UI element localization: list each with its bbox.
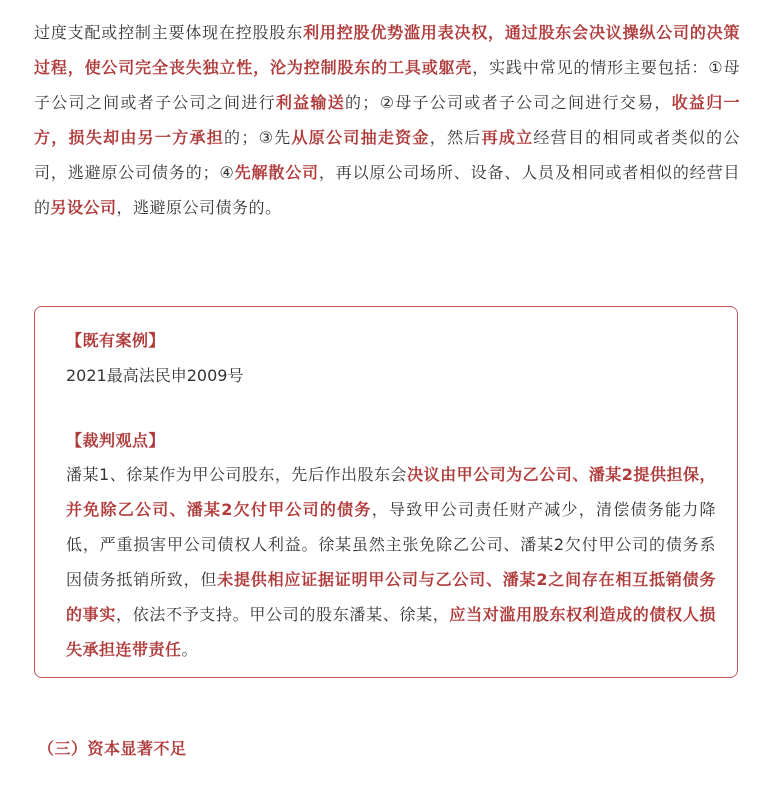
- case-number: 2021最高法民申2009号: [66, 366, 244, 385]
- body-text: ，导致甲公司责任财产减少，清偿债务能力降低，严重损害甲公司债权人利益。徐某虽然主张免除乙公司、潘某2欠付甲公司的债务系因债务抵销所致，但: [66, 500, 716, 589]
- highlighted-text: 未提供相应证据证明甲公司与乙公司、潘某2之间存在相互抵销债务的事实: [66, 570, 716, 624]
- body-text: 潘某1、徐某作为甲公司股东，先后作出股东会: [66, 465, 408, 484]
- body-text: ，再以原公司场所、设备、人员及相同或者相似的经营目的: [34, 163, 740, 217]
- intro-paragraph: [34, 15, 740, 225]
- body-text: ，逃避原公司债务的。: [116, 198, 282, 217]
- case-box: [34, 306, 738, 678]
- body-text: ，实践中常见的情形主要包括：①母子公司之间或者子公司之间进行: [34, 58, 740, 112]
- highlighted-text: 收益归一方，损失却由另一方承担: [34, 93, 740, 147]
- highlighted-text: 应当对滥用股东权利造成的债权人损失承担连带责任: [66, 605, 716, 659]
- body-text: 过度支配或控制主要体现在控股股东: [34, 23, 304, 42]
- body-text: ，然后: [429, 128, 482, 147]
- highlighted-text: 再成立: [481, 128, 534, 147]
- highlighted-text: 利益输送: [275, 93, 346, 112]
- highlighted-text: 另设公司: [50, 198, 117, 217]
- body-text: ，依法不予支持。甲公司的股东潘某、徐某，: [116, 605, 450, 624]
- body-text: 。: [181, 640, 199, 659]
- judgment-heading: 【裁判观点】: [66, 431, 166, 450]
- judgment-opinion-paragraph: [66, 457, 716, 667]
- highlighted-text: 决议由甲公司为乙公司、潘某2提供担保，并免除乙公司、潘某2欠付甲公司的债务: [66, 465, 716, 519]
- existing-case-heading: 【既有案例】: [66, 331, 166, 350]
- highlighted-text: 利用控股优势滥用表决权，通过股东会决议操纵公司的决策过程，使公司完全丧失独立性，沦为控制股东的工具或躯壳: [34, 23, 740, 77]
- body-text: 的；②母子公司或者子公司之间进行交易，: [345, 93, 672, 112]
- section-title: （三）资本显著不足: [38, 739, 187, 758]
- body-text: 的；③先: [224, 128, 292, 147]
- highlighted-text: 先解散公司: [234, 163, 319, 182]
- body-text: 经营目的相同或者类似的公司，逃避原公司债务的；④: [34, 128, 740, 182]
- highlighted-text: 从原公司抽走资金: [291, 128, 430, 147]
